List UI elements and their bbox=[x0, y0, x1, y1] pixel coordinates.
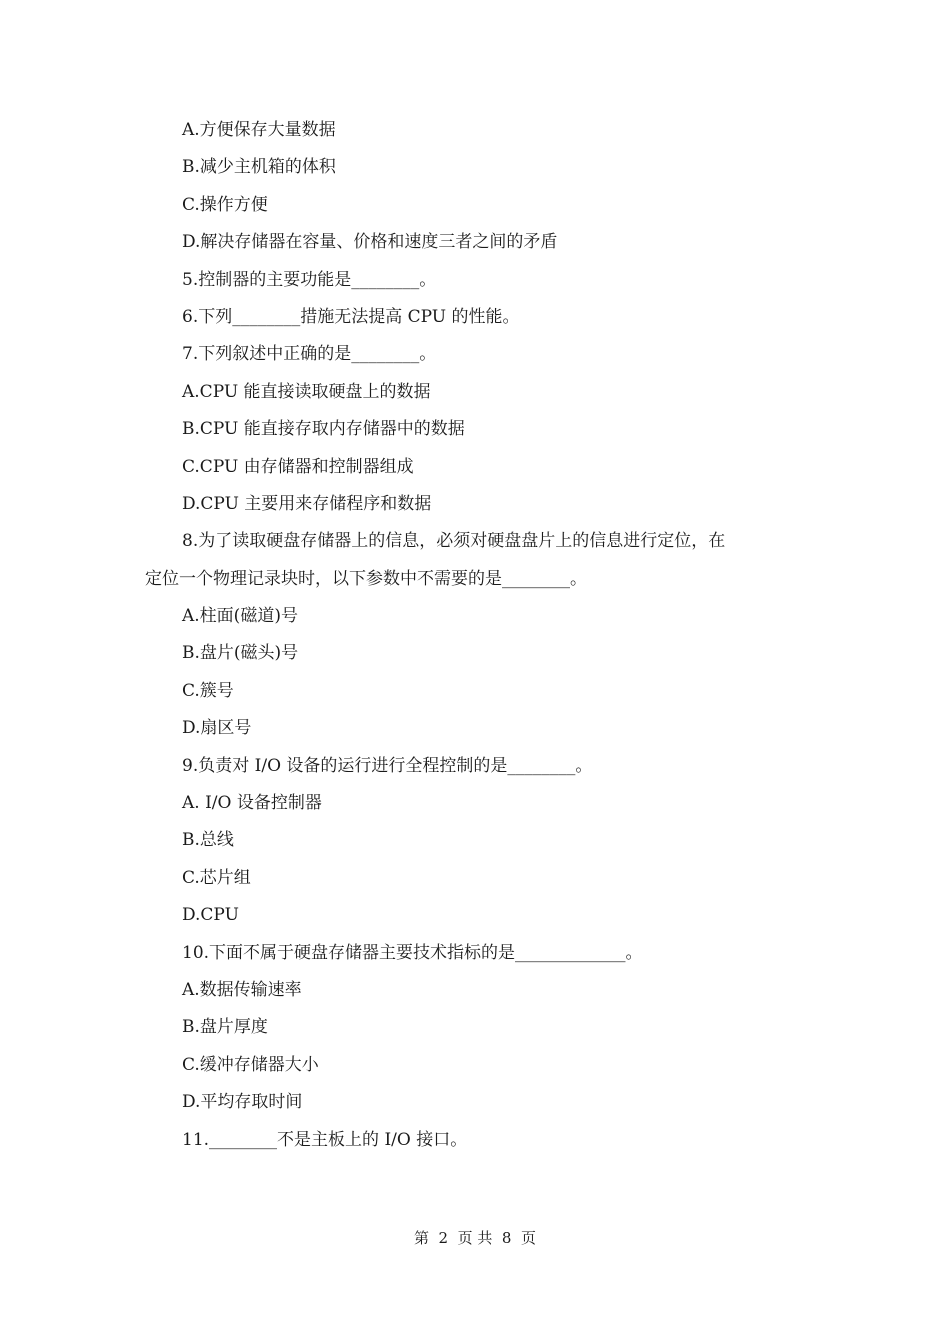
question-line: 8.为了读取硬盘存储器上的信息，必须对硬盘盘片上的信息进行定位，在 bbox=[182, 531, 726, 552]
option-line: A. I/O 设备控制器 bbox=[182, 793, 322, 814]
option-line: D.CPU bbox=[182, 905, 239, 926]
option-line: A.柱面(磁道)号 bbox=[182, 606, 298, 627]
option-line: C.缓冲存储器大小 bbox=[182, 1054, 319, 1075]
option-line: A.CPU 能直接读取硬盘上的数据 bbox=[182, 381, 431, 402]
option-line: B.盘片厚度 bbox=[182, 1017, 268, 1038]
option-line: D.平均存取时间 bbox=[182, 1092, 303, 1113]
question-line: 7.下列叙述中正确的是________。 bbox=[182, 344, 437, 365]
option-line: B.盘片(磁头)号 bbox=[182, 643, 299, 664]
option-line: C.簇号 bbox=[182, 680, 234, 701]
question-line: 5.控制器的主要功能是________。 bbox=[182, 269, 437, 290]
option-line: B.减少主机箱的体积 bbox=[182, 157, 336, 178]
option-line: D.CPU 主要用来存储程序和数据 bbox=[182, 493, 432, 514]
page-footer: 第 2 页 共 8 页 bbox=[414, 1229, 536, 1247]
question-line: 9.负责对 I/O 设备的运行进行全程控制的是________。 bbox=[182, 755, 593, 776]
option-line: B.总线 bbox=[182, 830, 234, 851]
option-line: D.扇区号 bbox=[182, 718, 252, 739]
option-line: C.操作方便 bbox=[182, 194, 268, 215]
question-line-continued: 定位一个物理记录块时，以下参数中不需要的是________。 bbox=[145, 568, 587, 589]
question-body bbox=[145, 112, 815, 1159]
question-line: 10.下面不属于硬盘存储器主要技术指标的是_____________。 bbox=[182, 942, 643, 963]
option-line: A.数据传输速率 bbox=[182, 979, 302, 1000]
question-line: 11.________不是主板上的 I/O 接口。 bbox=[182, 1129, 468, 1150]
option-line: A.方便保存大量数据 bbox=[182, 120, 336, 140]
option-line: C.芯片组 bbox=[182, 867, 251, 888]
option-line: B.CPU 能直接存取内存储器中的数据 bbox=[182, 419, 465, 440]
option-line: D.解决存储器在容量、价格和速度三者之间的矛盾 bbox=[182, 232, 558, 253]
option-line: C.CPU 由存储器和控制器组成 bbox=[182, 456, 414, 477]
question-line: 6.下列________措施无法提高 CPU 的性能。 bbox=[182, 306, 520, 327]
